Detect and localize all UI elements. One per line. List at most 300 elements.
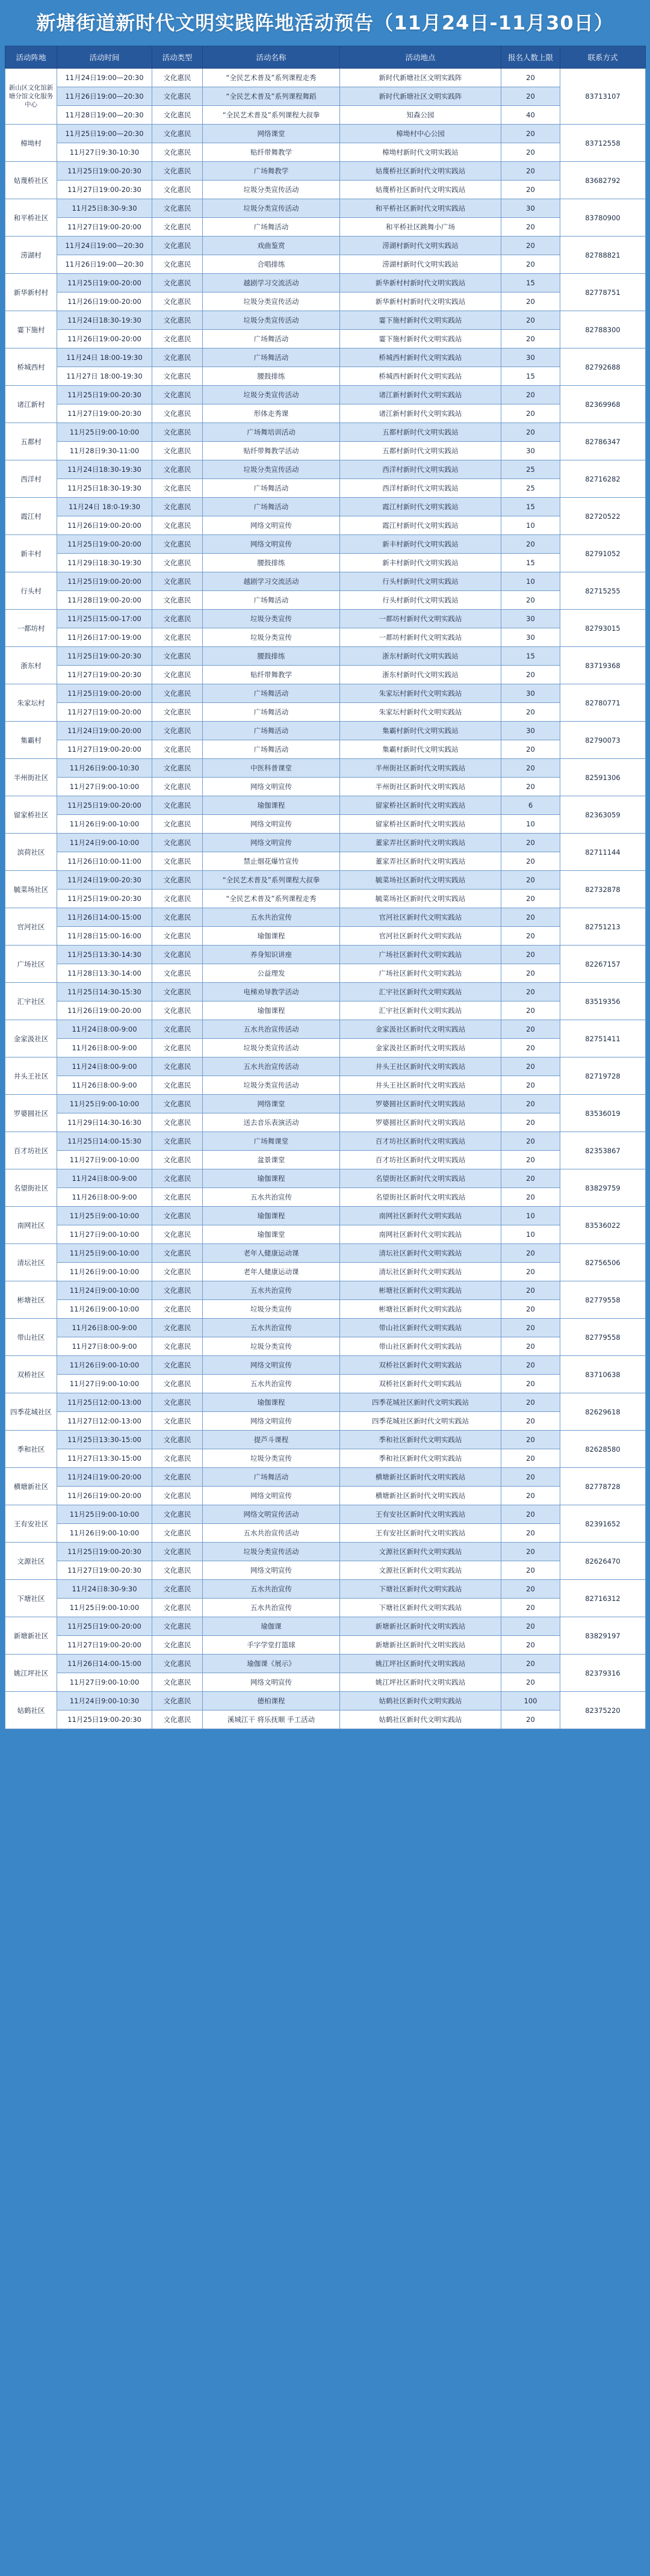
name-cell: 垃圾分类宣传 bbox=[203, 1300, 340, 1319]
time-cell: 11月24日 18:00-19:30 bbox=[57, 348, 152, 367]
location-cell: 知森公园 bbox=[340, 106, 501, 125]
table-row bbox=[5, 218, 646, 237]
capacity-cell: 20 bbox=[501, 1505, 560, 1524]
capacity-cell: 20 bbox=[501, 740, 560, 759]
location-cell: 姚江坪社区新时代文明实践站 bbox=[340, 1655, 501, 1673]
name-cell: 越剧学习交流活动 bbox=[203, 274, 340, 293]
contact-cell: 82591306 bbox=[560, 759, 646, 796]
name-cell: 广场舞活动 bbox=[203, 740, 340, 759]
time-cell: 11月24日19:00—20:30 bbox=[57, 69, 152, 87]
table-row bbox=[5, 554, 646, 572]
table-row bbox=[5, 834, 646, 852]
location-cell: 行头村新时代文明实践站 bbox=[340, 591, 501, 610]
name-cell: 网络文明宣传 bbox=[203, 815, 340, 834]
column-header-type: 活动类型 bbox=[152, 46, 203, 69]
capacity-cell: 20 bbox=[501, 125, 560, 143]
location-cell: 涝湖村新时代文明实践站 bbox=[340, 255, 501, 274]
contact-cell: 82792688 bbox=[560, 348, 646, 386]
capacity-cell: 10 bbox=[501, 1225, 560, 1244]
name-cell: 提芦斗课程 bbox=[203, 1431, 340, 1449]
capacity-cell: 6 bbox=[501, 796, 560, 815]
contact-cell: 82719728 bbox=[560, 1057, 646, 1095]
unit-cell: 姑蔑桥社区 bbox=[5, 162, 57, 199]
name-cell: 形体走秀课 bbox=[203, 404, 340, 423]
location-cell: 和平桥社区跳舞小广场 bbox=[340, 218, 501, 237]
unit-cell: 五都村 bbox=[5, 423, 57, 460]
unit-cell: 霎下施村 bbox=[5, 311, 57, 348]
time-cell: 11月27日 18:00-19:30 bbox=[57, 367, 152, 386]
name-cell: “全民艺术普及”系列课程大叔拳 bbox=[203, 871, 340, 890]
contact-cell: 83713107 bbox=[560, 69, 646, 125]
capacity-cell: 20 bbox=[501, 1132, 560, 1151]
capacity-cell: 20 bbox=[501, 1356, 560, 1375]
location-cell: 金家汲社区新时代文明实践站 bbox=[340, 1039, 501, 1057]
type-cell: 文化惠民 bbox=[152, 1599, 203, 1617]
capacity-cell: 20 bbox=[501, 759, 560, 778]
time-cell: 11月25日12:00-13:00 bbox=[57, 1393, 152, 1412]
type-cell: 文化惠民 bbox=[152, 87, 203, 106]
capacity-cell: 20 bbox=[501, 946, 560, 964]
table-row bbox=[5, 852, 646, 871]
unit-cell: 广场社区 bbox=[5, 946, 57, 983]
name-cell: 公益理发 bbox=[203, 964, 340, 983]
column-header-time: 活动时间 bbox=[57, 46, 152, 69]
name-cell: 越剧学习交流活动 bbox=[203, 572, 340, 591]
name-cell: 五水共治宣传活动 bbox=[203, 1524, 340, 1543]
table-row bbox=[5, 125, 646, 143]
location-cell: 浙东村新时代文明实践站 bbox=[340, 666, 501, 684]
time-cell: 11月27日19:00-20:00 bbox=[57, 1636, 152, 1655]
name-cell: 广场舞培训活动 bbox=[203, 423, 340, 442]
type-cell: 文化惠民 bbox=[152, 1524, 203, 1543]
capacity-cell: 20 bbox=[501, 1057, 560, 1076]
location-cell: 五都村新时代文明实践站 bbox=[340, 423, 501, 442]
time-cell: 11月26日8:00-9:00 bbox=[57, 1188, 152, 1207]
type-cell: 文化惠民 bbox=[152, 1505, 203, 1524]
capacity-cell: 20 bbox=[501, 927, 560, 946]
time-cell: 11月27日19:00-20:00 bbox=[57, 218, 152, 237]
type-cell: 文化惠民 bbox=[152, 535, 203, 554]
capacity-cell: 20 bbox=[501, 1468, 560, 1487]
location-cell: 樟坳村新时代文明实践站 bbox=[340, 143, 501, 162]
name-cell: 垃圾分类宣传活动 bbox=[203, 311, 340, 330]
time-cell: 11月24日9:00-10:30 bbox=[57, 1692, 152, 1711]
type-cell: 文化惠民 bbox=[152, 572, 203, 591]
type-cell: 文化惠民 bbox=[152, 1431, 203, 1449]
table-row bbox=[5, 1617, 646, 1636]
type-cell: 文化惠民 bbox=[152, 181, 203, 199]
capacity-cell: 20 bbox=[501, 1113, 560, 1132]
table-row bbox=[5, 1095, 646, 1113]
location-cell: 霎下施村新时代文明实践站 bbox=[340, 330, 501, 348]
time-cell: 11月24日8:00-9:00 bbox=[57, 1169, 152, 1188]
type-cell: 文化惠民 bbox=[152, 311, 203, 330]
capacity-cell: 20 bbox=[501, 1487, 560, 1505]
location-cell: 集霸村新时代文明实践站 bbox=[340, 740, 501, 759]
time-cell: 11月25日15:00-17:00 bbox=[57, 610, 152, 628]
contact-cell: 82732878 bbox=[560, 871, 646, 908]
header-row bbox=[5, 46, 646, 69]
type-cell: 文化惠民 bbox=[152, 722, 203, 740]
table-row bbox=[5, 1281, 646, 1300]
contact-cell: 83829759 bbox=[560, 1169, 646, 1207]
time-cell: 11月26日9:00-10:00 bbox=[57, 1300, 152, 1319]
type-cell: 文化惠民 bbox=[152, 143, 203, 162]
contact-cell: 82786347 bbox=[560, 423, 646, 460]
location-cell: 文源社区新时代文明实践站 bbox=[340, 1543, 501, 1561]
capacity-cell: 20 bbox=[501, 69, 560, 87]
capacity-cell: 20 bbox=[501, 703, 560, 722]
name-cell: “全民艺术普及”系列课程舞蹈 bbox=[203, 87, 340, 106]
time-cell: 11月24日8:30-9:30 bbox=[57, 1580, 152, 1599]
contact-cell: 83710638 bbox=[560, 1356, 646, 1393]
type-cell: 文化惠民 bbox=[152, 1449, 203, 1468]
location-cell: 清坛社区新时代文明实践站 bbox=[340, 1244, 501, 1263]
table-row bbox=[5, 1375, 646, 1393]
capacity-cell: 20 bbox=[501, 890, 560, 908]
time-cell: 11月26日10:00-11:00 bbox=[57, 852, 152, 871]
contact-cell: 82790073 bbox=[560, 722, 646, 759]
name-cell: 老年人健康运动课 bbox=[203, 1244, 340, 1263]
name-cell: 五水共治宣传 bbox=[203, 1580, 340, 1599]
time-cell: 11月26日8:00-9:00 bbox=[57, 1319, 152, 1337]
table-row bbox=[5, 759, 646, 778]
name-cell: 溪城江干 将乐抚顺 手工活动 bbox=[203, 1711, 340, 1729]
capacity-cell: 20 bbox=[501, 311, 560, 330]
capacity-cell: 30 bbox=[501, 610, 560, 628]
contact-cell: 83536019 bbox=[560, 1095, 646, 1132]
name-cell: 五水共治宣传活动 bbox=[203, 1057, 340, 1076]
capacity-cell: 20 bbox=[501, 1636, 560, 1655]
table-row bbox=[5, 684, 646, 703]
unit-cell: 汇宇社区 bbox=[5, 983, 57, 1020]
name-cell: 腰鼓排练 bbox=[203, 647, 340, 666]
time-cell: 11月28日15:00-16:00 bbox=[57, 927, 152, 946]
capacity-cell: 20 bbox=[501, 1449, 560, 1468]
capacity-cell: 20 bbox=[501, 1375, 560, 1393]
table-row bbox=[5, 1020, 646, 1039]
capacity-cell: 20 bbox=[501, 1095, 560, 1113]
location-cell: 新塘新社区新时代文明实践站 bbox=[340, 1636, 501, 1655]
location-cell: 双桥社区新时代文明实践站 bbox=[340, 1356, 501, 1375]
contact-cell: 82780771 bbox=[560, 684, 646, 722]
capacity-cell: 20 bbox=[501, 1580, 560, 1599]
capacity-cell: 30 bbox=[501, 348, 560, 367]
capacity-cell: 30 bbox=[501, 199, 560, 218]
unit-cell: 毓菜场社区 bbox=[5, 871, 57, 908]
unit-cell: 诸江新村 bbox=[5, 386, 57, 423]
name-cell: 广场舞课堂 bbox=[203, 1132, 340, 1151]
capacity-cell: 20 bbox=[501, 1337, 560, 1356]
type-cell: 文化惠民 bbox=[152, 1356, 203, 1375]
type-cell: 文化惠民 bbox=[152, 106, 203, 125]
type-cell: 文化惠民 bbox=[152, 1039, 203, 1057]
table-row bbox=[5, 1207, 646, 1225]
type-cell: 文化惠民 bbox=[152, 1487, 203, 1505]
type-cell: 文化惠民 bbox=[152, 815, 203, 834]
time-cell: 11月25日9:00-10:00 bbox=[57, 1244, 152, 1263]
name-cell: 垃圾分类宣传活动 bbox=[203, 1039, 340, 1057]
capacity-cell: 20 bbox=[501, 255, 560, 274]
location-cell: 浙东村新时代文明实践站 bbox=[340, 647, 501, 666]
capacity-cell: 20 bbox=[501, 1431, 560, 1449]
type-cell: 文化惠民 bbox=[152, 647, 203, 666]
unit-cell: 百才坊社区 bbox=[5, 1132, 57, 1169]
type-cell: 文化惠民 bbox=[152, 442, 203, 460]
type-cell: 文化惠民 bbox=[152, 1617, 203, 1636]
name-cell: 垃圾分类宣传活动 bbox=[203, 1076, 340, 1095]
name-cell: 网络文明宣传 bbox=[203, 1356, 340, 1375]
table-row bbox=[5, 1356, 646, 1375]
unit-cell: 浙东村 bbox=[5, 647, 57, 684]
capacity-cell: 30 bbox=[501, 684, 560, 703]
contact-cell: 82778751 bbox=[560, 274, 646, 311]
time-cell: 11月26日19:00-20:00 bbox=[57, 1487, 152, 1505]
time-cell: 11月26日17:00-19:00 bbox=[57, 628, 152, 647]
contact-cell: 82626470 bbox=[560, 1543, 646, 1580]
unit-cell: 西洋村 bbox=[5, 460, 57, 498]
time-cell: 11月26日14:00-15:00 bbox=[57, 1655, 152, 1673]
table-row bbox=[5, 516, 646, 535]
column-header-contact: 联系方式 bbox=[560, 46, 646, 69]
unit-cell: 朱家坛村 bbox=[5, 684, 57, 722]
capacity-cell: 20 bbox=[501, 1319, 560, 1337]
capacity-cell: 20 bbox=[501, 1524, 560, 1543]
capacity-cell: 20 bbox=[501, 1244, 560, 1263]
time-cell: 11月25日19:00-20:00 bbox=[57, 796, 152, 815]
capacity-cell: 20 bbox=[501, 1599, 560, 1617]
location-cell: 朱家坛村新时代文明实践站 bbox=[340, 684, 501, 703]
type-cell: 文化惠民 bbox=[152, 1244, 203, 1263]
table-row bbox=[5, 423, 646, 442]
name-cell: 广场舞教学 bbox=[203, 162, 340, 181]
capacity-cell: 30 bbox=[501, 722, 560, 740]
table-row bbox=[5, 535, 646, 554]
capacity-cell: 100 bbox=[501, 1692, 560, 1711]
location-cell: 桥城西村新时代文明实践站 bbox=[340, 348, 501, 367]
table-row bbox=[5, 908, 646, 927]
type-cell: 文化惠民 bbox=[152, 69, 203, 87]
time-cell: 11月25日9:00-10:00 bbox=[57, 423, 152, 442]
table-row bbox=[5, 311, 646, 330]
time-cell: 11月26日19:00-20:00 bbox=[57, 516, 152, 535]
location-cell: 广场社区新时代文明实践站 bbox=[340, 946, 501, 964]
type-cell: 文化惠民 bbox=[152, 684, 203, 703]
time-cell: 11月25日19:00-20:00 bbox=[57, 684, 152, 703]
table-row bbox=[5, 330, 646, 348]
table-row bbox=[5, 1505, 646, 1524]
type-cell: 文化惠民 bbox=[152, 852, 203, 871]
table-row bbox=[5, 1169, 646, 1188]
contact-cell: 82788821 bbox=[560, 237, 646, 274]
location-cell: 诸江新村新时代文明实践站 bbox=[340, 386, 501, 404]
time-cell: 11月25日19:00-20:30 bbox=[57, 647, 152, 666]
unit-cell: 新山区文化馆新塘分馆文化服务中心 bbox=[5, 69, 57, 125]
table-row bbox=[5, 1151, 646, 1169]
table-row bbox=[5, 106, 646, 125]
type-cell: 文化惠民 bbox=[152, 908, 203, 927]
capacity-cell: 20 bbox=[501, 1169, 560, 1188]
table-row bbox=[5, 1337, 646, 1356]
location-cell: 新华新村村新时代文明实践站 bbox=[340, 274, 501, 293]
time-cell: 11月25日19:00—20:30 bbox=[57, 125, 152, 143]
type-cell: 文化惠民 bbox=[152, 703, 203, 722]
location-cell: 新时代新塘社区文明实践阵 bbox=[340, 69, 501, 87]
contact-cell: 82363059 bbox=[560, 796, 646, 834]
time-cell: 11月28日9:30-11:00 bbox=[57, 442, 152, 460]
capacity-cell: 20 bbox=[501, 1300, 560, 1319]
name-cell: 合唱排练 bbox=[203, 255, 340, 274]
time-cell: 11月24日9:00-10:00 bbox=[57, 834, 152, 852]
location-cell: 留家桥社区新时代文明实践站 bbox=[340, 796, 501, 815]
name-cell: 五水共治宣传 bbox=[203, 1281, 340, 1300]
capacity-cell: 20 bbox=[501, 591, 560, 610]
time-cell: 11月26日8:00-9:00 bbox=[57, 1039, 152, 1057]
unit-cell: 新塘新社区 bbox=[5, 1617, 57, 1655]
location-cell: 百才坊社区新时代文明实践站 bbox=[340, 1132, 501, 1151]
contact-cell: 83780900 bbox=[560, 199, 646, 237]
location-cell: 霎下施村新时代文明实践站 bbox=[340, 311, 501, 330]
table-row bbox=[5, 367, 646, 386]
type-cell: 文化惠民 bbox=[152, 479, 203, 498]
location-cell: 彬塘社区新时代文明实践站 bbox=[340, 1300, 501, 1319]
location-cell: 西洋村新时代文明实践站 bbox=[340, 460, 501, 479]
location-cell: 汇宇社区新时代文明实践站 bbox=[340, 1002, 501, 1020]
time-cell: 11月24日18:30-19:30 bbox=[57, 311, 152, 330]
location-cell: 季和社区新时代文明实践站 bbox=[340, 1449, 501, 1468]
name-cell: 养身知识讲座 bbox=[203, 946, 340, 964]
name-cell: 垃圾分类宣传 bbox=[203, 628, 340, 647]
name-cell: 网络文明宣传 bbox=[203, 1561, 340, 1580]
unit-cell: 滨荷社区 bbox=[5, 834, 57, 871]
capacity-cell: 15 bbox=[501, 274, 560, 293]
capacity-cell: 20 bbox=[501, 1673, 560, 1692]
name-cell: 网络文明宣传 bbox=[203, 1673, 340, 1692]
name-cell: 德柏课程 bbox=[203, 1692, 340, 1711]
time-cell: 11月28日19:00—20:30 bbox=[57, 106, 152, 125]
name-cell: 广场舞活动 bbox=[203, 348, 340, 367]
capacity-cell: 20 bbox=[501, 404, 560, 423]
table-row bbox=[5, 1655, 646, 1673]
capacity-cell: 20 bbox=[501, 778, 560, 796]
type-cell: 文化惠民 bbox=[152, 1655, 203, 1673]
location-cell: 下塘社区新时代文明实践站 bbox=[340, 1599, 501, 1617]
type-cell: 文化惠民 bbox=[152, 1002, 203, 1020]
table-row bbox=[5, 778, 646, 796]
time-cell: 11月25日19:00-20:30 bbox=[57, 386, 152, 404]
name-cell: 瑜伽课程 bbox=[203, 796, 340, 815]
location-cell: 董家弄社区新时代文明实践站 bbox=[340, 852, 501, 871]
type-cell: 文化惠民 bbox=[152, 1057, 203, 1076]
time-cell: 11月25日19:00-20:30 bbox=[57, 162, 152, 181]
type-cell: 文化惠民 bbox=[152, 1543, 203, 1561]
name-cell: 瑜伽课程 bbox=[203, 927, 340, 946]
type-cell: 文化惠民 bbox=[152, 1263, 203, 1281]
contact-cell: 82756506 bbox=[560, 1244, 646, 1281]
type-cell: 文化惠民 bbox=[152, 1151, 203, 1169]
type-cell: 文化惠民 bbox=[152, 460, 203, 479]
location-cell: 集霸村新时代文明实践站 bbox=[340, 722, 501, 740]
location-cell: 姑鹤社区新时代文明实践站 bbox=[340, 1692, 501, 1711]
location-cell: 毓菜场社区新时代文明实践站 bbox=[340, 890, 501, 908]
type-cell: 文化惠民 bbox=[152, 554, 203, 572]
name-cell: 瑜伽课《展示》 bbox=[203, 1655, 340, 1673]
unit-cell: 新华新村村 bbox=[5, 274, 57, 311]
name-cell: 网络文明宣传 bbox=[203, 1412, 340, 1431]
time-cell: 11月28日19:00-20:00 bbox=[57, 591, 152, 610]
time-cell: 11月27日9:00-10:00 bbox=[57, 1673, 152, 1692]
type-cell: 文化惠民 bbox=[152, 628, 203, 647]
name-cell: 老年人健康运动课 bbox=[203, 1263, 340, 1281]
capacity-cell: 20 bbox=[501, 1711, 560, 1729]
name-cell: 腰鼓排练 bbox=[203, 554, 340, 572]
name-cell: 禁止烟花爆竹宣传 bbox=[203, 852, 340, 871]
capacity-cell: 20 bbox=[501, 852, 560, 871]
name-cell: 网络文明宣传 bbox=[203, 1487, 340, 1505]
table-row bbox=[5, 1300, 646, 1319]
unit-cell: 桥城西村 bbox=[5, 348, 57, 386]
unit-cell: 王有安社区 bbox=[5, 1505, 57, 1543]
time-cell: 11月26日19:00-20:00 bbox=[57, 1002, 152, 1020]
unit-cell: 官河社区 bbox=[5, 908, 57, 946]
name-cell: 五水共治宣传 bbox=[203, 1375, 340, 1393]
contact-cell: 83712558 bbox=[560, 125, 646, 162]
table-row bbox=[5, 143, 646, 162]
unit-cell: 姚江坪社区 bbox=[5, 1655, 57, 1692]
time-cell: 11月25日19:00-20:00 bbox=[57, 535, 152, 554]
table-row bbox=[5, 1524, 646, 1543]
type-cell: 文化惠民 bbox=[152, 1375, 203, 1393]
time-cell: 11月25日19:00-20:00 bbox=[57, 572, 152, 591]
capacity-cell: 20 bbox=[501, 834, 560, 852]
contact-cell: 82629618 bbox=[560, 1393, 646, 1431]
capacity-cell: 20 bbox=[501, 1263, 560, 1281]
table-row bbox=[5, 1711, 646, 1729]
type-cell: 文化惠民 bbox=[152, 1207, 203, 1225]
location-cell: 五都村新时代文明实践站 bbox=[340, 442, 501, 460]
unit-cell: 集霸村 bbox=[5, 722, 57, 759]
location-cell: 四季花城社区新时代文明实践站 bbox=[340, 1412, 501, 1431]
location-cell: 官河社区新时代文明实践站 bbox=[340, 927, 501, 946]
type-cell: 文化惠民 bbox=[152, 237, 203, 255]
table-row bbox=[5, 274, 646, 293]
capacity-cell: 20 bbox=[501, 535, 560, 554]
capacity-cell: 20 bbox=[501, 1020, 560, 1039]
name-cell: “全民艺术普及”系列课程大叔拳 bbox=[203, 106, 340, 125]
type-cell: 文化惠民 bbox=[152, 423, 203, 442]
location-cell: 新华新村村新时代文明实践站 bbox=[340, 293, 501, 311]
name-cell: 瑜伽课程 bbox=[203, 1207, 340, 1225]
table-row bbox=[5, 479, 646, 498]
type-cell: 文化惠民 bbox=[152, 498, 203, 516]
location-cell: 季和社区新时代文明实践站 bbox=[340, 1431, 501, 1449]
capacity-cell: 30 bbox=[501, 442, 560, 460]
unit-cell: 清坛社区 bbox=[5, 1244, 57, 1281]
location-cell: 毓菜场社区新时代文明实践站 bbox=[340, 871, 501, 890]
table-row bbox=[5, 1599, 646, 1617]
unit-cell: 金家汲社区 bbox=[5, 1020, 57, 1057]
contact-cell: 82793015 bbox=[560, 610, 646, 647]
table-row bbox=[5, 1636, 646, 1655]
contact-cell: 82353867 bbox=[560, 1132, 646, 1169]
table-row bbox=[5, 181, 646, 199]
table-row bbox=[5, 1076, 646, 1095]
table-row bbox=[5, 591, 646, 610]
capacity-cell: 20 bbox=[501, 143, 560, 162]
table-row bbox=[5, 442, 646, 460]
name-cell: 垃圾分类宣传活动 bbox=[203, 199, 340, 218]
type-cell: 文化惠民 bbox=[152, 330, 203, 348]
